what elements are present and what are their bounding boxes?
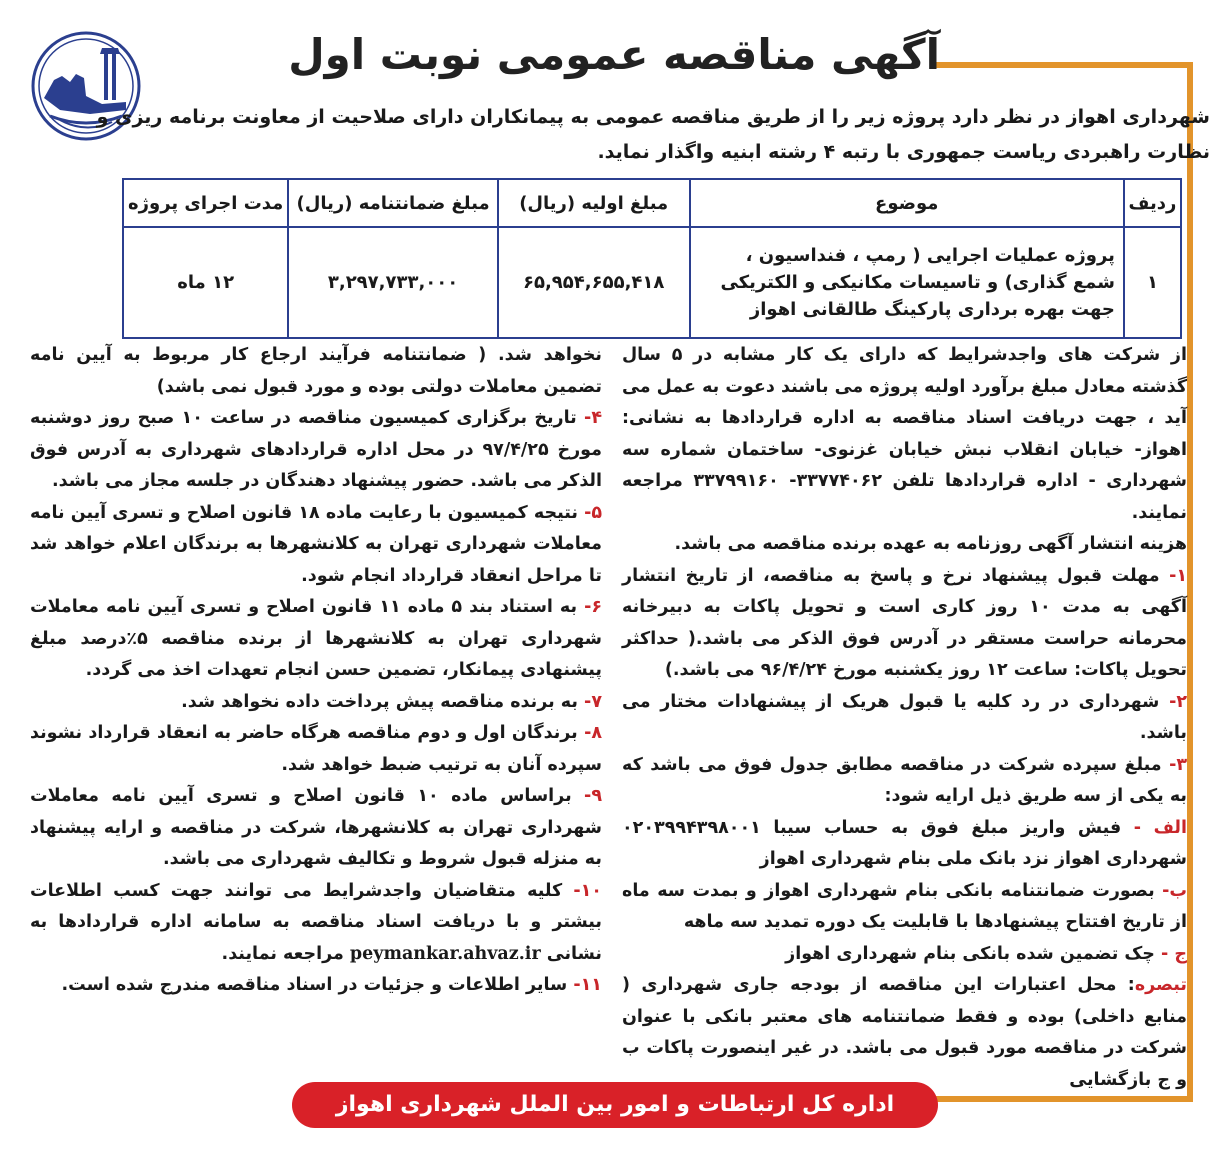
intro-paragraph: شهرداری اهواز در نظر دارد پروژه زیر را از طریق مناقصه عمومی به پیمانکاران دارای صلاحیت از معاونت برنامه ریزی و نظارت راهبردی ریاست جمهوری با رتبه ۴ رشته ابنیه واگذار نماید. xyxy=(96,106,1210,163)
table-header-row xyxy=(123,179,1181,227)
item-4-number: ۴- xyxy=(584,408,602,428)
cell-row-number: ۱ xyxy=(1124,227,1181,338)
body-left-column xyxy=(30,340,602,1002)
invitation-paragraph: از شرکت های واجدشرایط که دارای یک کار مشابه در ۵ سال گذشته معادل مبلغ برآورد اولیه پروژه می باشند دعوت به عمل می آید ، جهت دریافت اسناد مناقصه به اداره قراردادها به نشانی: اهواز- خیابان انقلاب نبش خیابان غزنوی- ساختمان شماره سه شهرداری - اداره قراردادها تلفن ۳۳۷۷۴۰۶۲- ۳۳۷۹۹۱۶۰ مراجعه نمایند. xyxy=(622,345,1187,523)
item-1-number: ۱- xyxy=(1169,565,1188,586)
cell-subject: پروژه عملیات اجرایی ( رمپ ، فنداسیون ، شمع گذاری) و تاسیسات مکانیکی و الکتریکی جهت بهره برداری پارکینگ طالقانی اهواز xyxy=(690,227,1124,338)
option-c xyxy=(622,939,1187,971)
header-row-number: ردیف xyxy=(1124,179,1181,227)
item-2 xyxy=(622,687,1187,750)
frame-right-line xyxy=(1187,62,1193,1102)
option-a-label: الف - xyxy=(1133,817,1187,838)
item-11-number: ۱۱- xyxy=(573,975,602,995)
cell-guarantee-amount: ۳,۲۹۷,۷۳۳,۰۰۰ xyxy=(288,227,497,338)
note xyxy=(622,970,1187,1096)
item-4 xyxy=(30,403,602,498)
item-11-text: سایر اطلاعات و جزئیات در اسناد مناقصه مندرج شده است. xyxy=(61,975,568,995)
item-10-text: کلیه متقاضیان واجدشرایط می توانند جهت کسب اطلاعات بیشتر و با دریافت اسناد مناقصه به سامانه اداره قراردادها به نشانی xyxy=(30,880,602,964)
frame-top-line xyxy=(935,62,1193,68)
item-4-text: تاریخ برگزاری کمیسیون مناقصه در ساعت ۱۰ صبح روز دوشنبه مورخ ۹۷/۴/۲۵ در محل اداره قراردادهای شهرداری به آدرس فوق الذکر می باشد. حضور پیشنهاد دهندگان در جلسه مجاز می باشد. xyxy=(30,408,602,491)
item-10 xyxy=(30,876,602,971)
item-7-number: ۷- xyxy=(584,691,602,712)
option-b-text: بصورت ضمانتنامه بانکی بنام شهرداری اهواز و بمدت سه ماه از تاریخ افتتاح پیشنهادها با قابلیت یک دوره تمدید سه ماهه xyxy=(622,880,1187,932)
item-5-number: ۵- xyxy=(584,502,603,523)
item-11 xyxy=(30,970,602,1002)
frame-bottom-line xyxy=(935,1096,1193,1102)
item-8-number: ۸- xyxy=(584,723,603,743)
ad-cost-paragraph: هزینه انتشار آگهی روزنامه به عهده برنده مناقصه می باشد. xyxy=(674,534,1187,554)
option-b xyxy=(622,876,1187,939)
item-3 xyxy=(622,750,1187,813)
item-5 xyxy=(30,498,602,593)
item-6 xyxy=(30,592,602,687)
header-guarantee-amount: مبلغ ضمانتنامه (ریال) xyxy=(288,179,497,227)
option-a xyxy=(622,813,1187,876)
item-7 xyxy=(30,687,602,719)
item-1 xyxy=(622,561,1187,687)
item-10-number: ۱۰- xyxy=(573,880,602,901)
header-duration: مدت اجرای پروژه xyxy=(123,179,288,227)
website-link[interactable]: peymankar.ahvaz.ir xyxy=(349,943,541,964)
item-9-number: ۹- xyxy=(584,786,602,806)
option-c-text: چک تضمین شده بانکی بنام شهرداری اهواز xyxy=(785,943,1155,964)
body-right-column xyxy=(622,340,1187,1096)
item-8-text: برندگان اول و دوم مناقصه هرگاه حاضر به انعقاد قرارداد نشوند سپرده آنان به ترتیب ضبط خواهد شد. xyxy=(30,723,602,775)
header-initial-amount: مبلغ اولیه (ریال) xyxy=(498,179,690,227)
item-9 xyxy=(30,781,602,876)
item-6-text: به استناد بند ۵ ماده ۱۱ قانون اصلاح و تسری آیین نامه معاملات شهرداری تهران به کلانشهرها از برنده مناقصه ۵٪درصد مبلغ پیشنهادی پیمانکار، تضمین حسن انجام تعهدات اخذ می گردد. xyxy=(30,597,602,680)
header-subject: موضوع xyxy=(690,179,1124,227)
note-text: : محل اعتبارات این مناقصه از بودجه جاری شهرداری ( منابع داخلی) بوده و فقط ضمانتنامه های معتبر بانکی با عنوان شرکت در مناقصه مورد قبول می باشد. در غیر اینصورت پاکات ب و ج بازگشایی xyxy=(622,975,1187,1090)
item-2-text: شهرداری در رد کلیه یا قبول هریک از پیشنهادات مختار می باشد. xyxy=(622,691,1187,743)
cell-initial-amount: ۶۵,۹۵۴,۶۵۵,۴۱۸ xyxy=(498,227,690,338)
item-8 xyxy=(30,718,602,781)
continuation-paragraph: نخواهد شد. ( ضمانتنامه فرآیند ارجاع کار مربوط به آیین نامه تضمین معاملات دولتی بوده و مورد قبول نمی باشد) xyxy=(30,345,602,397)
cell-duration: ۱۲ ماه xyxy=(123,227,288,338)
page-title: آگهی مناقصه عمومی نوبت اول xyxy=(288,30,940,79)
table-row xyxy=(123,227,1181,338)
note-label: تبصره xyxy=(1134,975,1187,995)
item-2-number: ۲- xyxy=(1169,691,1188,712)
item-10-text-end: مراجعه نمایند. xyxy=(221,943,344,964)
footer-banner: اداره کل ارتباطات و امور بین الملل شهرداری اهواز xyxy=(292,1082,938,1128)
tender-table xyxy=(122,178,1182,339)
option-a-text: فیش واریز مبلغ فوق به حساب سیبا ۰۲۰۳۹۹۴۳۹۸۰۰۱ شهرداری اهواز نزد بانک ملی بنام شهرداری اهواز xyxy=(622,817,1187,869)
item-7-text: به برنده مناقصه پیش پرداخت داده نخواهد شد. xyxy=(181,691,578,712)
item-3-text: مبلغ سپرده شرکت در مناقصه مطابق جدول فوق می باشد که به یکی از سه طریق ذیل ارایه شود: xyxy=(622,754,1187,806)
item-1-text: مهلت قبول پیشنهاد نرخ و پاسخ به مناقصه، از تاریخ انتشار آگهی به مدت ۱۰ روز کاری است و تحویل پاکات به دبیرخانه محرمانه حراست مستقر در آدرس فوق الذکر می باشد.( حداکثر تحویل پاکات: ساعت ۱۲ روز یکشنبه مورخ ۹۶/۴/۲۴ می باشد.) xyxy=(622,565,1187,680)
item-9-text: براساس ماده ۱۰ قانون اصلاح و تسری آیین نامه معاملات شهرداری تهران به کلانشهرها، شرکت در مناقصه و ارایه پیشنهاد به منزله قبول شروط و تکالیف شهرداری می باشد. xyxy=(30,786,602,869)
option-c-label: ج - xyxy=(1161,943,1187,964)
item-3-number: ۳- xyxy=(1169,754,1188,775)
item-6-number: ۶- xyxy=(584,597,603,617)
option-b-label: ب- xyxy=(1162,880,1188,901)
item-5-text: نتیجه کمیسیون با رعایت ماده ۱۸ قانون اصلاح و تسری آیین نامه معاملات شهرداری تهران به کلانشهرها به برندگان اعلام خواهد شد تا مراحل انعقاد قرارداد انجام شود. xyxy=(30,502,602,586)
